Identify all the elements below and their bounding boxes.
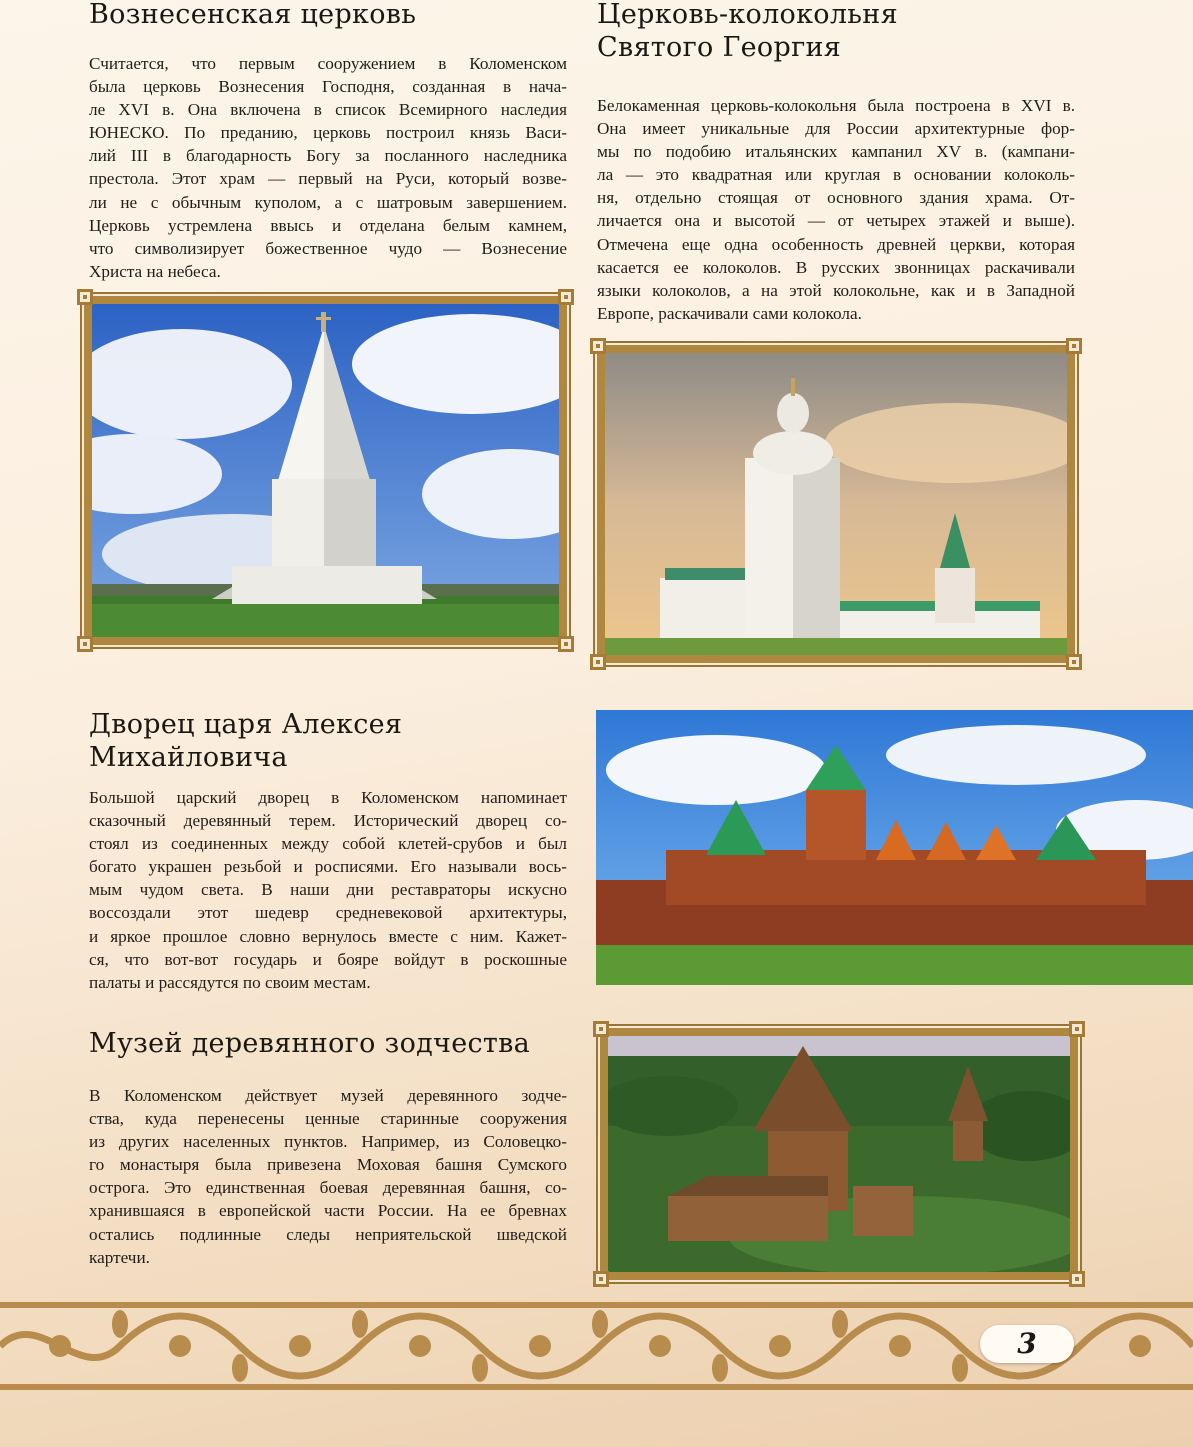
frame-corner-ornament — [587, 651, 609, 673]
section-text — [89, 52, 567, 283]
frame-corner-ornament — [590, 1268, 612, 1290]
frame-corner-ornament — [590, 1018, 612, 1040]
text-line: Христа на небеса. — [89, 261, 221, 281]
text-line: ла — это квадратная или круглая в основании колоколь- — [597, 165, 1075, 185]
section-ascension-church — [89, 0, 567, 283]
text-line: В Коломенском действует музей деревянного зодче- — [89, 1086, 567, 1105]
text-line: воссоздали этот шедевр средневековой архитектуры, — [89, 903, 567, 923]
text-line: Считается, что первым сооружением в Коломенском — [89, 54, 567, 73]
text-line: палаты и рассядутся по своим местам. — [89, 972, 371, 992]
section-text — [89, 1084, 567, 1269]
text-line: мы по подобию итальянских кампанил XV в. (кампани- — [597, 142, 1075, 162]
section-palace — [89, 708, 567, 994]
text-line: Церковь устремлена ввысь и отделана белым камнем, — [89, 215, 567, 235]
frame-corner-ornament — [1063, 651, 1085, 673]
section-text — [89, 786, 567, 994]
section-title-line-2: Михайловича — [89, 742, 288, 773]
frame-corner-ornament — [1063, 335, 1085, 357]
page-number: 3 — [980, 1325, 1074, 1363]
text-line: из других населенных пунктов. Например, из Соловецко- — [89, 1132, 567, 1152]
text-line: Отмечена еще одна особенность древней церкви, которая — [597, 234, 1075, 254]
frame-corner-ornament — [1066, 1268, 1088, 1290]
text-line: Большой царский дворец в Коломенском напоминает — [89, 788, 567, 807]
photo-frame-bell-tower — [597, 345, 1075, 663]
text-line: стоял из соединенных между собой клетей-срубов и был — [89, 834, 567, 854]
frame-corner-ornament — [555, 633, 577, 655]
text-line: Она имеет уникальные для России архитектурные фор- — [597, 119, 1075, 139]
frame-corner-ornament — [74, 633, 96, 655]
photo-frame-ascension — [84, 296, 567, 645]
text-line: престола. Этот храм — первый на Руси, который возве- — [89, 169, 567, 189]
section-title-line-1: Церковь-колокольня — [597, 0, 898, 30]
text-line: сказочный деревянный терем. Исторический дворец со- — [89, 811, 567, 831]
text-line: ле XVI в. Она включена в список Всемирного наследия — [89, 100, 567, 120]
text-line: Белокаменная церковь-колокольня была построена в XVI в. — [597, 96, 1075, 115]
section-text — [597, 94, 1075, 325]
text-line: Европе, раскачивали сами колокола. — [597, 303, 862, 323]
wooden-architecture-museum-photo — [608, 1036, 1070, 1272]
text-line: картечи. — [89, 1247, 150, 1267]
text-line: лий III в благодарность Богу за посланного наследника — [89, 146, 567, 166]
ascension-church-photo — [92, 304, 559, 637]
section-title: Музей деревянного зодчества — [89, 1028, 531, 1059]
text-line: хранившаяся в европейской части России. На ее бревнах — [89, 1201, 567, 1221]
photo-frame-museum — [600, 1028, 1078, 1280]
text-line: богато украшен резьбой и росписями. Его называли вось- — [89, 857, 567, 877]
text-line: го монастыря была привезена Моховая башня Сумского — [89, 1155, 567, 1175]
section-title-line-1: Дворец царя Алексея — [89, 709, 403, 740]
section-title — [89, 708, 567, 774]
section-bell-tower — [597, 0, 1075, 325]
text-line: личается она и высотой — от четырех этажей и выше). — [597, 211, 1075, 231]
section-museum — [89, 1027, 567, 1269]
text-line: мым чудом света. В наши дни реставраторы искусно — [89, 880, 567, 900]
text-line: ся, что вот-вот государь и бояре войдут в роскошные — [89, 949, 567, 969]
section-title — [597, 0, 1075, 64]
text-line: ли не с обычным куполом, а с шатровым завершением. — [89, 192, 567, 212]
frame-corner-ornament — [1066, 1018, 1088, 1040]
palace-photo — [596, 710, 1193, 985]
frame-corner-ornament — [587, 335, 609, 357]
section-title: Вознесенская церковь — [89, 0, 417, 30]
text-line: была церковь Вознесения Господня, созданная в нача- — [89, 77, 567, 97]
text-line: языки колоколов, а на этой колокольне, как и в Западной — [597, 280, 1075, 300]
text-line: касается ее колоколов. В русских звонницах раскачивали — [597, 257, 1075, 277]
frame-corner-ornament — [74, 286, 96, 308]
text-line: ЮНЕСКО. По преданию, церковь построил князь Васи- — [89, 123, 567, 143]
text-line: что символизирует божественное чудо — Вознесение — [89, 238, 567, 258]
text-line: острога. Это единственная боевая деревянная башня, со- — [89, 1178, 567, 1198]
bell-tower-photo — [605, 353, 1067, 655]
text-line: ня, отдельно стоящая от основного здания храма. От- — [597, 188, 1075, 208]
text-line: ства, куда перенесены ценные старинные сооружения — [89, 1109, 567, 1129]
text-line: и яркое прошлое словно вернулось вместе с ним. Кажет- — [89, 926, 567, 946]
text-line: остались подлинные следы неприятельской шведской — [89, 1224, 567, 1244]
frame-corner-ornament — [555, 286, 577, 308]
section-title-line-2: Святого Георгия — [597, 32, 842, 63]
